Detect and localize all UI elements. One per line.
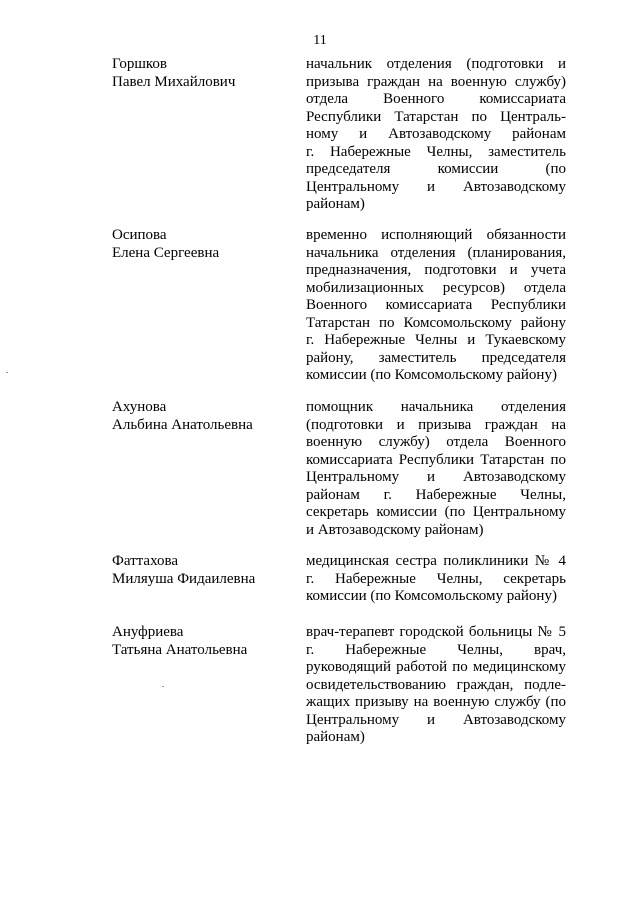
position-line: Республики Татарстан по Централь- — [306, 108, 566, 125]
position-line: районам г. Набережные Челны, — [306, 486, 566, 503]
position-line: г. Набережные Челны, секретарь — [306, 570, 566, 587]
position-line: военную службу) отдела Военного — [306, 434, 566, 450]
position-line: комиссии (по Комсомольскому району) — [306, 367, 557, 383]
position-line: врач-терапевт городской больницы № 5 — [306, 624, 566, 640]
member-position — [306, 624, 566, 747]
position-line: районам) — [306, 729, 365, 745]
member-given-names: Альбина Анатольевна — [112, 416, 253, 433]
member-surname: Ахунова — [112, 399, 167, 415]
member-given-names: Елена Сергеевна — [112, 244, 220, 261]
member-surname: Фаттахова — [112, 553, 179, 569]
member-given-names: Татьяна Анатольевна — [112, 641, 248, 658]
member-name — [112, 227, 292, 262]
scan-speck — [162, 686, 164, 687]
position-line: помощник начальника отделения — [306, 399, 566, 415]
member-name — [112, 624, 292, 659]
position-line: Центральному и Автозаводскому — [306, 178, 566, 195]
page-number: 11 — [313, 33, 327, 48]
position-line: начальник отделения (подготовки и — [306, 56, 566, 72]
scan-speck — [6, 372, 8, 373]
position-line: (подготовки и призыва граждан на — [306, 416, 566, 433]
member-position — [306, 553, 566, 606]
member-name — [112, 553, 292, 588]
member-position — [306, 399, 566, 539]
position-line: району, заместитель председателя — [306, 349, 566, 366]
position-line: Центральному и Автозаводскому — [306, 711, 566, 728]
position-line: г. Набережные Челны и Тукаевскому — [306, 332, 566, 348]
member-given-names: Павел Михайлович — [112, 73, 236, 90]
position-line: призыва граждан на военную службу) — [306, 73, 566, 90]
position-line: председателя комиссии (по — [306, 161, 566, 177]
position-line: районам) — [306, 196, 365, 212]
position-line: комиссии (по Комсомольскому району) — [306, 588, 557, 604]
position-line: ному и Автозаводскому районам — [306, 126, 566, 142]
position-line: и Автозаводскому районам) — [306, 521, 484, 538]
position-line: Татарстан по Комсомольскому району — [306, 314, 566, 331]
position-line: предназначения, подготовки и учета — [306, 262, 566, 278]
position-line: Военного комиссариата Республики — [306, 297, 566, 313]
member-surname: Осипова — [112, 227, 167, 243]
member-given-names: Миляуша Фидаилевна — [112, 570, 256, 587]
member-position — [306, 227, 566, 385]
member-surname: Горшков — [112, 56, 168, 72]
position-line: секретарь комиссии (по Центральному — [306, 504, 566, 520]
position-line: отдела Военного комиссариата — [306, 91, 566, 107]
member-name — [112, 56, 292, 91]
position-line: мобилизационных ресурсов) отдела — [306, 279, 566, 296]
position-line: жащих призыву на военную службу (по — [306, 694, 566, 710]
position-line: комиссариата Республики Татарстан по — [306, 451, 566, 468]
member-surname: Ануфриева — [112, 624, 184, 640]
position-line: Центральному и Автозаводскому — [306, 469, 566, 485]
position-line: г. Набережные Челны, заместитель — [306, 143, 566, 160]
position-line: медицинская сестра поликлиники № 4 — [306, 553, 566, 569]
member-name — [112, 399, 292, 434]
member-position — [306, 56, 566, 214]
position-line: временно исполняющий обязанности — [306, 227, 566, 243]
position-line: г. Набережные Челны, врач, — [306, 641, 566, 658]
position-line: руководящий работой по медицинскому — [306, 659, 566, 675]
position-line: освидетельствованию граждан, подле- — [306, 676, 566, 693]
position-line: начальника отделения (планирования, — [306, 244, 566, 261]
